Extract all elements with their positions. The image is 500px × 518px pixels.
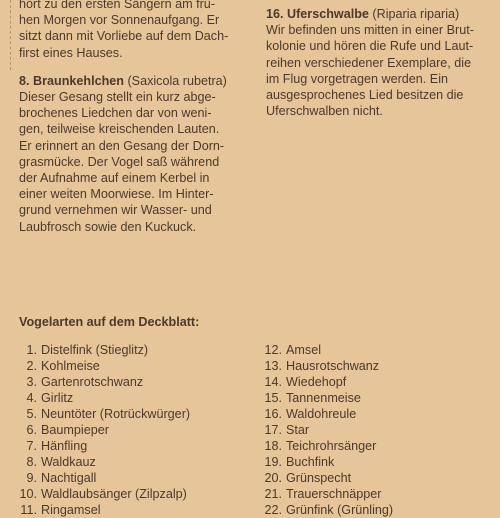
bird-list-item: [259, 486, 499, 502]
bird-list-item: [14, 406, 254, 422]
bird-list-name: Kohlmeise: [41, 359, 100, 373]
bird-list-number: 14.: [264, 375, 282, 389]
bird-list-item: [259, 470, 499, 486]
bird-list-item: [14, 438, 254, 454]
bird-list-item: [259, 438, 499, 454]
bird-list-name: Star: [286, 423, 310, 437]
bird-list-name: Ringamsel: [41, 503, 101, 517]
bird-list-number: 7.: [26, 439, 37, 453]
bird-list-number: 21.: [264, 487, 282, 501]
fold-mark: [0, 0, 11, 70]
bird-list-name: Grünspecht: [286, 471, 352, 485]
bird-list-name: Hausrotschwanz: [286, 359, 380, 373]
bird-list-name: Wiedehopf: [286, 375, 347, 389]
bird-list-item: [259, 422, 499, 438]
bird-list-item: [259, 390, 499, 406]
bird-list-name: Waldlaubsänger (Zilpzalp): [41, 487, 187, 501]
bird-list-number: 15.: [264, 391, 282, 405]
bird-list-item: [259, 502, 499, 518]
bird-list-name: Trauerschnäpper: [286, 487, 382, 501]
bird-list-item: [259, 454, 499, 470]
section-16-body: Wir befinden uns mitten in einer Brut- kolonie und hören die Rufe und Laut- reihen verschiedener Exemplare, die im Flug vorgetragen werden. Ein ausgesprochenes Lied besitzen die Uferschwalben nicht.: [266, 23, 474, 119]
bird-list-item: [259, 406, 499, 422]
bird-list-item: [14, 454, 254, 470]
bird-list-number: 16.: [264, 407, 282, 421]
bird-list-number: 2.: [26, 359, 37, 373]
bird-list-name: Amsel: [286, 343, 321, 357]
bird-list-number: 4.: [26, 391, 37, 405]
bird-list-item: [14, 502, 254, 518]
section-16: [266, 6, 500, 119]
bird-list-name: Baumpieper: [41, 423, 109, 437]
bird-list-number: 1.: [26, 343, 37, 357]
bird-list-item: [14, 374, 254, 390]
bird-list-number: 3.: [26, 375, 37, 389]
intro-paragraph: hört zu den ersten Sängern am frü- hen Morgen vor Sonnenaufgang. Er sitzt dann mit Vorliebe auf dem Dach- first eines Hauses.: [19, 0, 229, 60]
bird-list-name: Buchfink: [286, 455, 335, 469]
section-8-body: Dieser Gesang stellt ein kurz abge- brochenes Liedchen dar von weni- gen, teilweise kreischenden Lauten. Er erinnert an den Gesang der Dorn- grasmücke. Der Vogel saß während der Aufnahme auf einem Kerbel in einer weiten Moorwiese. Im Hinter- grund vernehmen wir Wasser- und Laubfrosch sowie den Kuckuck.: [19, 90, 225, 234]
bird-list-name: Grünfink (Grünling): [286, 503, 394, 517]
bird-list-item: [259, 374, 499, 390]
bird-list-item: [14, 358, 254, 374]
bird-list-number: 5.: [26, 407, 37, 421]
bird-list-heading: Vogelarten auf dem Deckblatt:: [19, 315, 200, 329]
bird-list-number: 19.: [264, 455, 282, 469]
bird-list-item: [14, 486, 254, 502]
bird-list-left: [14, 342, 254, 518]
bird-list-item: [14, 390, 254, 406]
bird-list-name: Gartenrotschwanz: [41, 375, 144, 389]
bird-list-number: 12.: [264, 343, 282, 357]
bird-list-item: [259, 342, 499, 358]
left-column: [19, 0, 248, 235]
section-8-latin-name: (Saxicola rubetra): [127, 73, 227, 88]
bird-list-name: Neuntöter (Rotrückwürger): [41, 407, 191, 421]
bird-list-number: 11.: [20, 503, 37, 517]
bird-list-name: Waldkauz: [41, 455, 96, 469]
bird-list-item: [14, 470, 254, 486]
bird-list-name: Distelfink (Stieglitz): [41, 343, 149, 357]
bird-list-number: 10.: [19, 487, 37, 501]
bird-list-item: [14, 342, 254, 358]
bird-list-item: [14, 422, 254, 438]
bird-list-name: Hänfling: [41, 439, 88, 453]
section-16-title: 16. Uferschwalbe: [266, 7, 369, 21]
bird-list-name: Girlitz: [41, 391, 74, 405]
bird-list-name: Nachtigall: [41, 471, 97, 485]
bird-list-number: 9.: [26, 471, 37, 485]
section-8: [19, 73, 248, 235]
bird-list-number: 22.: [264, 503, 282, 517]
right-column: [266, 6, 500, 119]
bird-list-name: Tannenmeise: [286, 391, 361, 405]
bird-list-number: 6.: [26, 423, 37, 437]
bird-list-number: 18.: [264, 439, 282, 453]
bird-list-number: 17.: [264, 423, 282, 437]
bird-list-number: 13.: [264, 359, 282, 373]
bird-list-right: [259, 342, 499, 518]
bird-list-number: 8.: [26, 455, 37, 469]
section-8-title: 8. Braunkehlchen: [19, 73, 124, 88]
bird-list-number: 20.: [264, 471, 282, 485]
bird-list-item: [259, 358, 499, 374]
bird-list-name: Teichrohrsänger: [286, 439, 377, 453]
section-16-latin-name: (Riparia riparia): [372, 7, 460, 21]
bird-list-name: Waldohreule: [286, 407, 357, 421]
